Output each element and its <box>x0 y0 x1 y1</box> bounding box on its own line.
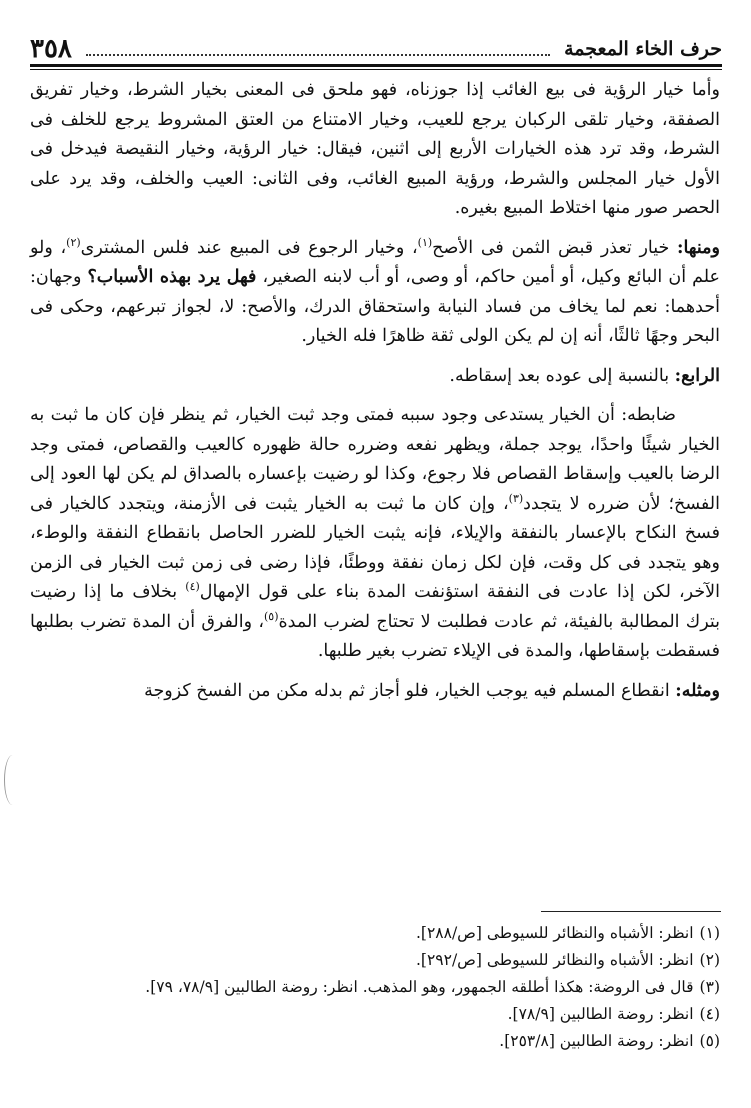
paragraph-lead: الرابع: <box>674 365 720 386</box>
footnote <box>30 1028 720 1055</box>
footnote-number: (٤) <box>699 1005 720 1023</box>
footnote-text: انظر: روضة الطالبين [٢٥٣/٨]. <box>499 1032 694 1050</box>
text-run: بخلاف ما إذا رضيت بترك المطالبة بالفيئة، ثم عادت فطلبت لا تحتاج لضرب المدة <box>30 582 721 632</box>
footnote-number: (٣) <box>699 978 720 996</box>
text-run: ضابطه: أن الخيار يستدعى وجود سببه فمتى وجد ثبت الخيار، ثم ينظر فإن كان ما ثبت به الخيار شيئًا واحدًا، يوجد جملة، ويظهر نفعه وضرره حالة ظهوره كالعيب والقصاص، فمتى وجد الرضا بالعيب وإسقاط القصاص فلا رجوع، وكذا لو رضيت بإعساره بالصداق لم يكن لها العود إلى الفسخ؛ لأن ضرره لا يتجدد <box>30 405 720 514</box>
margin-bracket-mark <box>4 755 21 805</box>
footnote-ref: (٢) <box>66 235 81 249</box>
paragraph <box>30 234 720 352</box>
footnote-text: انظر: الأشباه والنظائر للسيوطى [ص/٢٨٨]. <box>415 924 694 942</box>
footnote-ref: (٣) <box>508 491 524 505</box>
paragraph <box>30 401 720 667</box>
footnote-ref: (٥) <box>263 609 279 623</box>
footnote-text: قال فى الروضة: هكذا أطلقه الجمهور، وهو المذهب. انظر: روضة الطالبين [٧٨/٩، ٧٩]. <box>145 978 694 996</box>
text-run: خيار تعذر قبض الثمن فى الأصح <box>432 237 678 258</box>
footnote-ref: (١) <box>417 235 433 249</box>
header-leader-dots <box>86 54 550 56</box>
paragraph <box>30 362 720 392</box>
footnote <box>30 920 720 947</box>
text-run: انقطاع المسلم فيه يوجب الخيار، فلو أجاز ثم بدله مكن من الفسخ كزوجة <box>144 680 676 701</box>
text-run: ، والفرق أن المدة تضرب بطلبها فسقطت بإسقاطها، والمدة فى الإيلاء تضرب بغير طلبها. <box>30 611 720 661</box>
footnote-number: (٥) <box>699 1032 720 1050</box>
page-header <box>30 22 722 62</box>
main-text <box>30 76 720 716</box>
footnotes <box>30 920 720 1055</box>
text-run: وجهان: أحدهما: نعم لما يخاف من فساد النيابة واستحقاق الدرك، والأصح: لا، لجواز تبرعهم، وحكى فى البحر وجهًا ثالثًا، أنه إن لم يكن الولى ثقة ظاهرًا فله الخيار. <box>30 267 720 346</box>
footnote-separator <box>541 911 721 912</box>
footnote-text: انظر: روضة الطالبين [٧٨/٩]. <box>507 1005 694 1023</box>
paragraph <box>30 677 720 707</box>
header-rule <box>30 64 722 67</box>
footnote <box>30 1001 720 1028</box>
paragraph-lead: ومثله: <box>675 680 720 701</box>
footnote-text: انظر: الأشباه والنظائر للسيوطى [ص/٢٩٢]. <box>415 951 694 969</box>
text-run: ، وخيار الرجوع فى المبيع عند فلس المشترى <box>80 237 418 258</box>
page-number: ٣٥٨ <box>30 34 72 64</box>
footnote <box>30 947 720 974</box>
header-rule-thin <box>30 69 722 70</box>
footnote-ref: (٤) <box>185 580 200 594</box>
text-run: وأما خيار الرؤية فى بيع الغائب إذا جوزناه، فهو ملحق فى المعنى بخيار الشرط، وخيار تفريق الصفقة، وخيار تلقى الركبان يرجع للعيب، وخيار الامتناع من العتق المشروط يرجع للخلف فى الشرط، وقد ترد هذه الخيارات الأربع إلى اثنين، فيقال: خيار الرؤية، وخيار النقيصة فيدخل فى الأول خيار المجلس والشرط، ورؤية المبيع الغائب، وفى الثانى: العيب والخلف، وقد يرد على الحصر صور منها اختلاط المبيع بغيره. <box>30 80 720 218</box>
bold-text: فهل يرد بهذه الأسباب؟ <box>87 267 257 287</box>
footnote <box>30 974 720 1001</box>
footnote-number: (١) <box>699 924 720 942</box>
paragraph <box>30 76 720 224</box>
text-run: ، وإن كان ما ثبت به الخيار يثبت فى الأزمنة، ويتجدد كالخيار فى فسخ النكاح بالإعسار بالنفقة والإيلاء، فإنه يثبت الخيار للضرر الحاصل بانقطاع النفقة والوطء، وهو يتجدد فى كل وقت، فإن لكل زمان نفقة ووطئًا، فإذا رضى فى زمن ثبت الخيار فى الزمن الآخر، لكن إذا عادت فى النفقة استؤنفت المدة بناء على قول الإمهال <box>30 493 721 602</box>
text-run: بالنسبة إلى عوده بعد إسقاطه. <box>449 365 675 386</box>
text-run: ، ولو علم أن البائع وكيل، أو أمين حاكم، أو وصى، أو أب لابنه الصغير، <box>30 237 720 287</box>
chapter-title: حرف الخاء المعجمة <box>564 38 722 60</box>
paragraph-lead: ومنها: <box>677 237 720 258</box>
footnote-number: (٢) <box>699 951 720 969</box>
